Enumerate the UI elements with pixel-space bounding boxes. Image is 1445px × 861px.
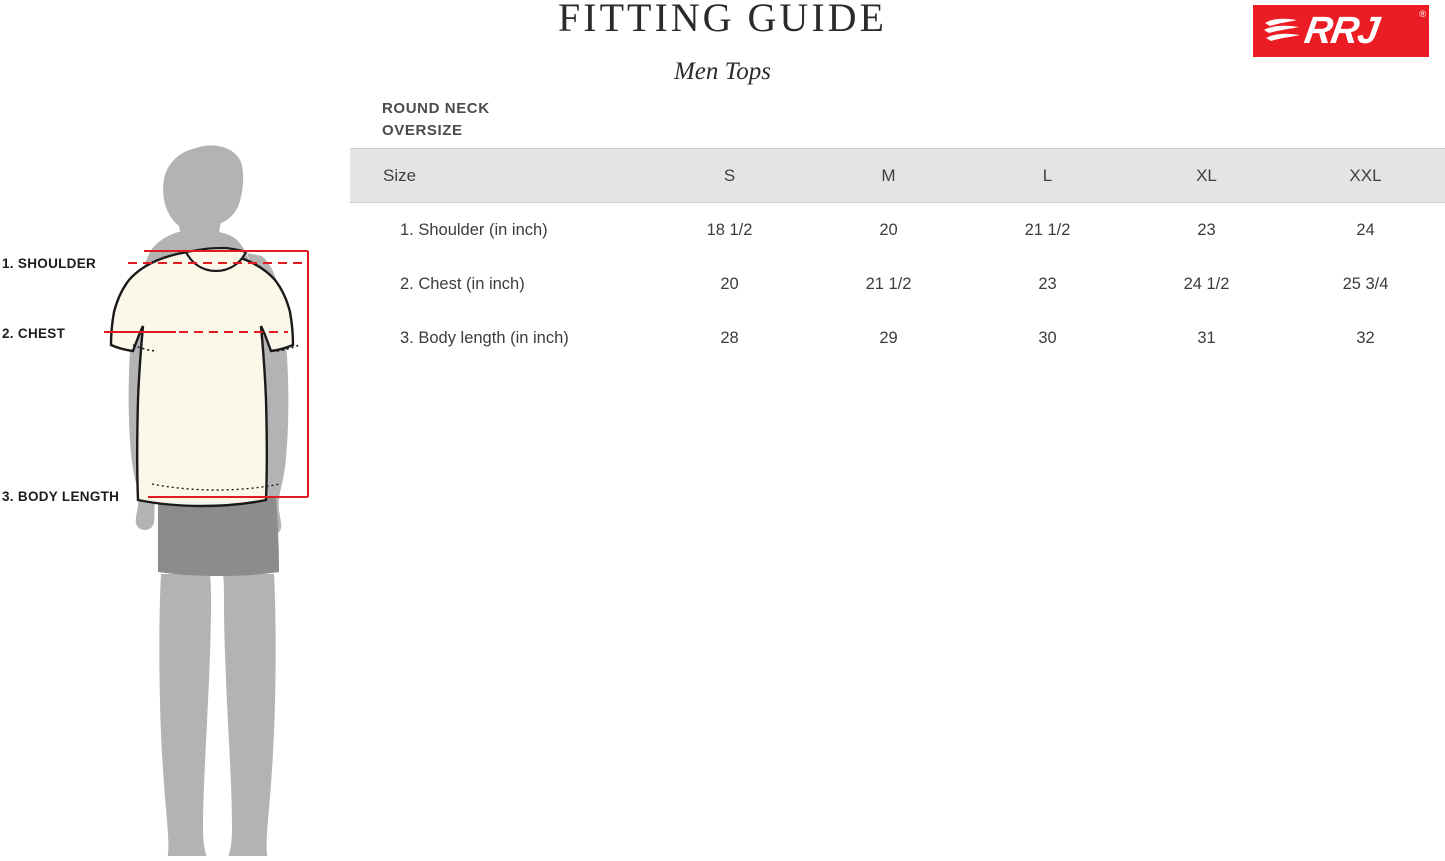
cell-chest-l: 23 — [1038, 274, 1057, 293]
mannequin-illustration — [0, 0, 350, 856]
cell-chest-xl: 24 1/2 — [1183, 274, 1230, 293]
brand-logo — [1253, 5, 1429, 57]
cell-shoulder-m: 20 — [879, 220, 898, 239]
cell-body-length-l: 30 — [1038, 328, 1057, 347]
measurement-diagram — [0, 0, 350, 856]
row-label-chest: 2. Chest (in inch) — [400, 274, 525, 293]
size-table — [350, 148, 1445, 365]
row-label-body-length: 3. Body length (in inch) — [400, 328, 569, 347]
label-body-length: 3. BODY LENGTH — [2, 489, 120, 504]
cell-body-length-xl: 31 — [1197, 328, 1216, 347]
cell-shoulder-s: 18 1/2 — [706, 220, 753, 239]
page-subtitle: Men Tops — [673, 58, 771, 85]
category-line-2: OVERSIZE — [382, 122, 463, 139]
column-header-m: M — [809, 149, 968, 203]
column-header-size: Size — [350, 149, 650, 203]
category-line-1: ROUND NECK — [382, 100, 490, 117]
cell-chest-m: 21 1/2 — [865, 274, 912, 293]
label-chest: 2. CHEST — [2, 326, 66, 341]
table-row — [350, 203, 1445, 258]
mannequin-shorts — [158, 498, 279, 576]
cell-chest-s: 20 — [720, 274, 739, 293]
logo-registered-mark: ® — [1419, 9, 1426, 19]
logo-swoosh-icon — [1263, 17, 1305, 44]
logo-wordmark: RRJ — [1301, 10, 1382, 52]
label-shoulder: 1. SHOULDER — [2, 256, 97, 271]
cell-body-length-m: 29 — [879, 328, 898, 347]
column-header-xxl: XXL — [1286, 149, 1445, 203]
cell-shoulder-l: 21 1/2 — [1024, 220, 1071, 239]
column-header-xl: XL — [1127, 149, 1286, 203]
table-row — [350, 257, 1445, 311]
column-header-l: L — [968, 149, 1127, 203]
cell-shoulder-xl: 23 — [1197, 220, 1216, 239]
cell-shoulder-xxl: 24 — [1356, 220, 1375, 239]
category-heading — [382, 98, 490, 142]
page-title: FITTING GUIDE — [558, 0, 887, 40]
table-header-row — [350, 149, 1445, 203]
cell-body-length-s: 28 — [720, 328, 739, 347]
table-row — [350, 311, 1445, 365]
cell-body-length-xxl: 32 — [1356, 328, 1375, 347]
cell-chest-xxl: 25 3/4 — [1342, 274, 1389, 293]
size-chart — [350, 148, 1445, 365]
column-header-s: S — [650, 149, 809, 203]
row-label-shoulder: 1. Shoulder (in inch) — [400, 220, 548, 239]
